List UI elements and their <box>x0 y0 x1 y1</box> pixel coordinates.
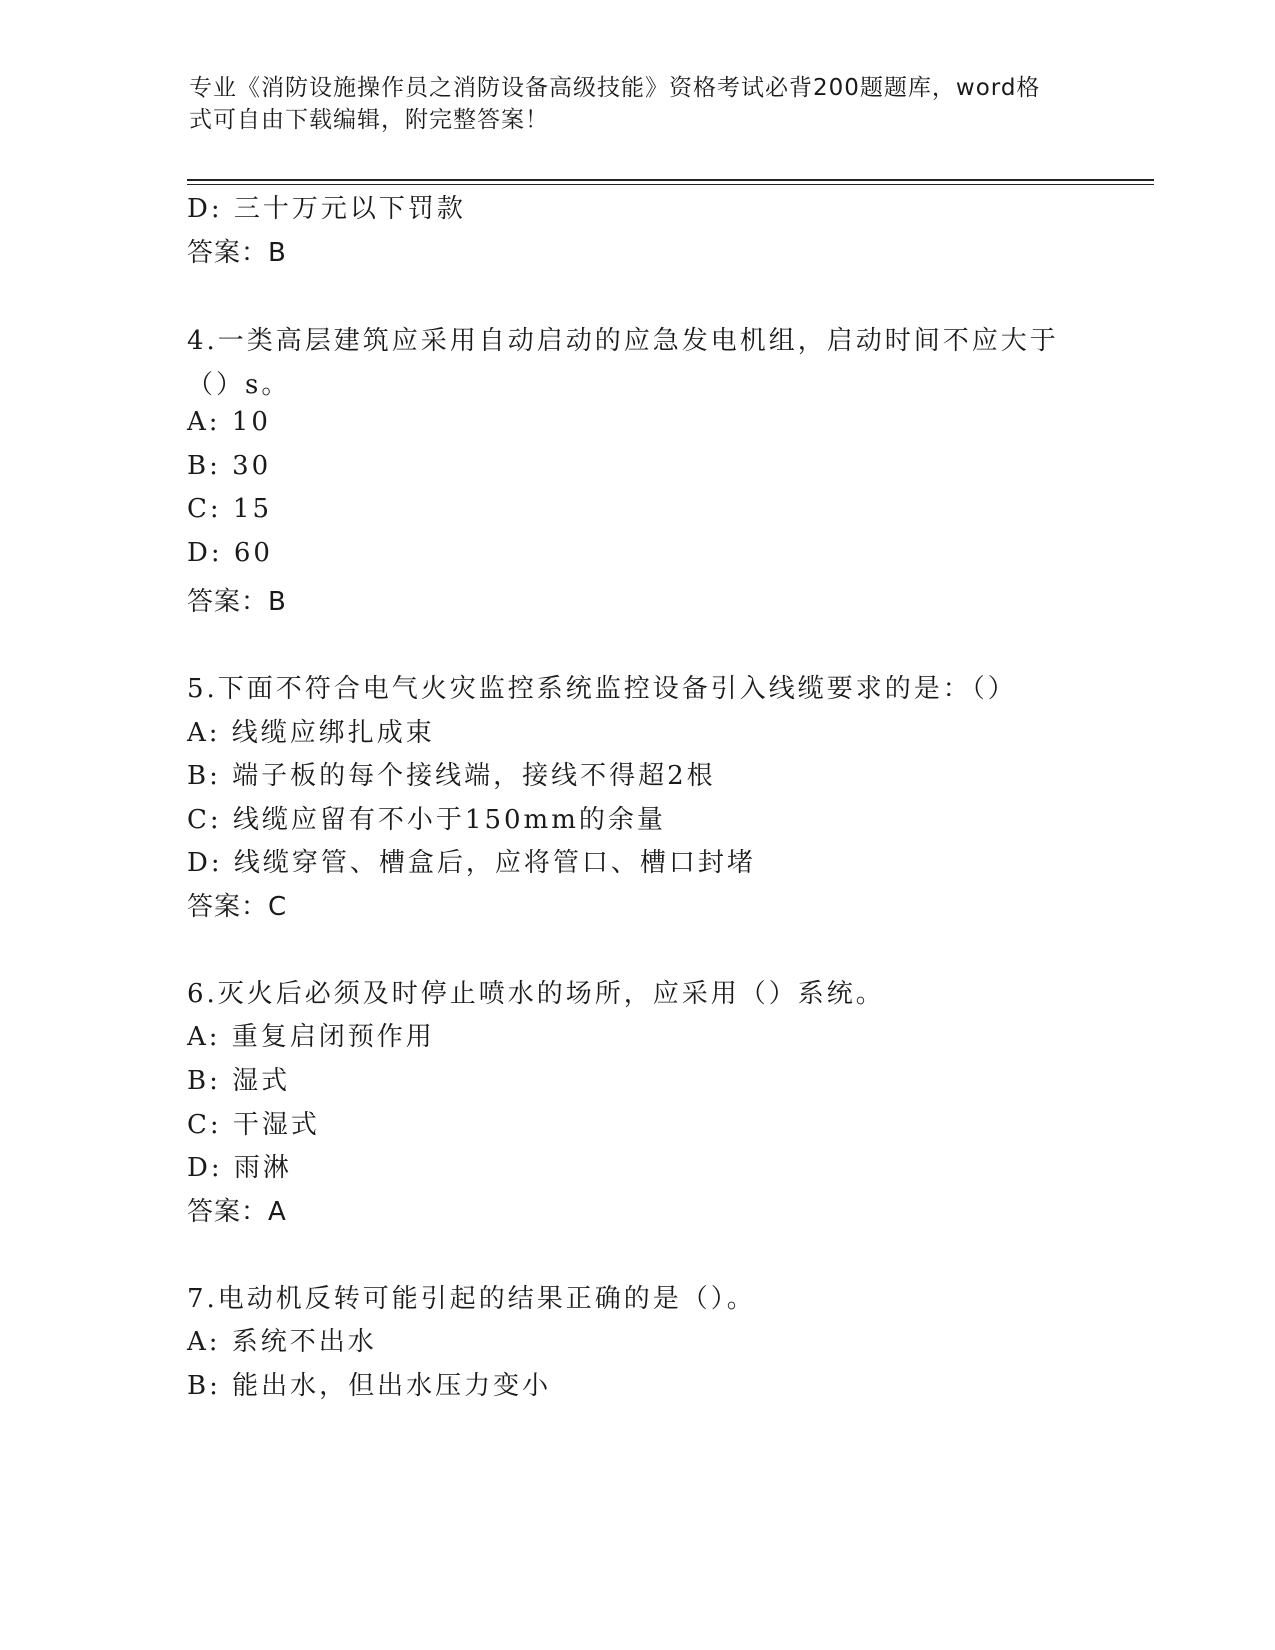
header-divider-thick <box>187 179 1154 181</box>
q6-option-b: B: 湿式 <box>187 1066 291 1096</box>
q4-option-c: C: 15 <box>187 494 273 524</box>
q6-stem: 6.灭火后必须及时停止喷水的场所，应采用（）系统。 <box>187 979 885 1009</box>
header-line-1: 专业《消防设施操作员之消防设备高级技能》资格考试必背200题题库，word格 <box>189 75 1041 101</box>
q7-option-a: A: 系统不出水 <box>187 1327 377 1357</box>
q5-answer: 答案：C <box>187 892 288 922</box>
q7-option-b: B: 能出水，但出水压力变小 <box>187 1371 552 1401</box>
q6-option-d: D: 雨淋 <box>187 1153 292 1183</box>
q5-option-c: C: 线缆应留有不小于150mm的余量 <box>187 805 666 835</box>
q5-option-a: A: 线缆应绑扎成束 <box>187 718 435 748</box>
q5-option-d: D: 线缆穿管、槽盒后，应将管口、槽口封堵 <box>187 848 756 878</box>
q4-answer: 答案：B <box>187 587 287 617</box>
q4-option-b: B: 30 <box>187 451 272 481</box>
q6-option-c: C: 干湿式 <box>187 1110 320 1140</box>
q3-answer: 答案：B <box>187 238 287 268</box>
q6-option-a: A: 重复启闭预作用 <box>187 1022 435 1052</box>
q6-answer: 答案：A <box>187 1197 287 1227</box>
document-header <box>189 72 1089 136</box>
q3-option-d: D: 三十万元以下罚款 <box>187 194 466 224</box>
q4-option-d: D: 60 <box>187 538 273 568</box>
q4-stem-line-2: （）s。 <box>187 370 291 400</box>
q5-option-b: B: 端子板的每个接线端，接线不得超2根 <box>187 761 716 791</box>
q4-option-a: A: 10 <box>187 407 271 437</box>
header-line-2: 式可自由下载编辑，附完整答案！ <box>189 107 549 133</box>
header-divider-thin <box>187 184 1154 185</box>
q4-stem-line-1: 4.一类高层建筑应采用自动启动的应急发电机组，启动时间不应大于 <box>187 326 1059 356</box>
q5-stem: 5.下面不符合电气火灾监控系统监控设备引入线缆要求的是：（） <box>187 674 1017 704</box>
q7-stem: 7.电动机反转可能引起的结果正确的是（）。 <box>187 1284 756 1314</box>
